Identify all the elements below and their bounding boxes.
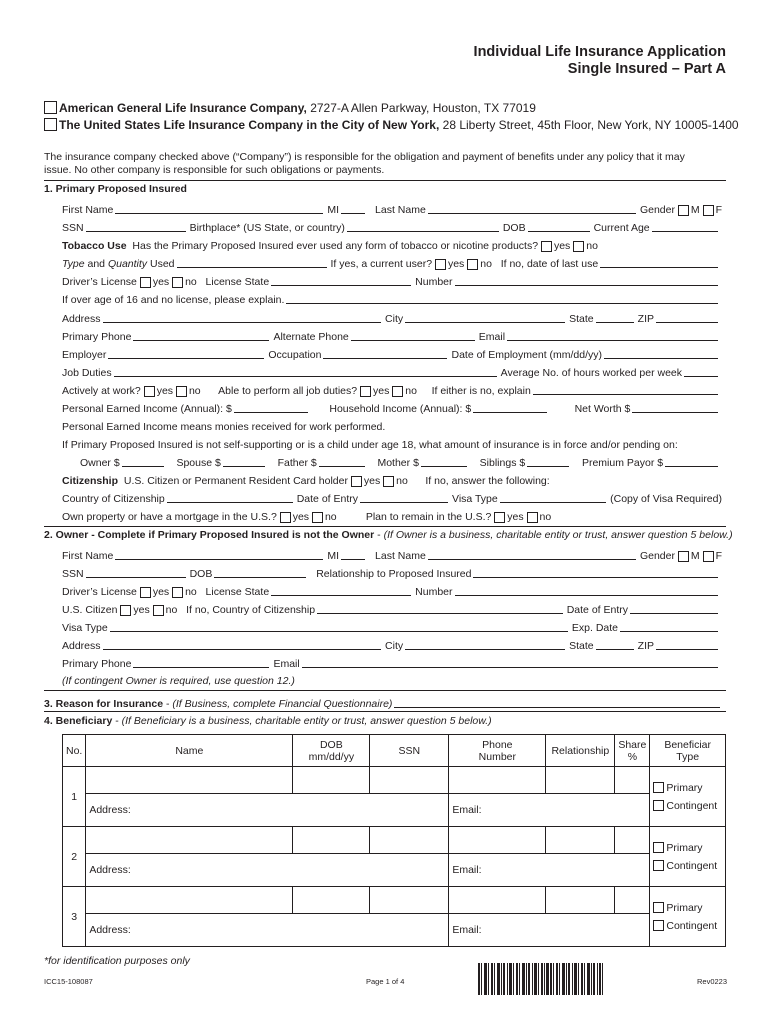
s2-contingent-note: (If contingent Owner is required, use question 12.) xyxy=(62,675,295,687)
hours-field[interactable] xyxy=(684,366,718,377)
s1-address-row: Address City State ZIP xyxy=(62,309,722,325)
spouse-amount-field[interactable] xyxy=(223,456,265,467)
address-field[interactable] xyxy=(103,312,382,323)
col-share: Share % xyxy=(615,735,650,767)
s1-ssn-row: SSN Birthplace* (US State, or country) DOB Current Age xyxy=(62,218,722,234)
s1-work-row: Actively at work? yes no Able to perform all job duties? yes no If either is no, explain xyxy=(62,381,722,397)
form-id: ICC15-108087 xyxy=(44,977,93,986)
primary-checkbox[interactable] xyxy=(653,842,664,853)
tobacco-type-field[interactable] xyxy=(177,257,327,268)
current-age-field[interactable] xyxy=(652,221,718,232)
type-cell: Primary Contingent xyxy=(650,767,726,827)
s2-visa-row: Visa Type Exp. Date xyxy=(62,618,722,634)
divider xyxy=(44,526,726,527)
company-name: The United States Life Insurance Company in the City of New York, xyxy=(59,118,440,132)
active-no-checkbox[interactable] xyxy=(176,386,187,397)
explain-field[interactable] xyxy=(533,384,718,395)
contingent-checkbox[interactable] xyxy=(653,800,664,811)
s1-property-row: Own property or have a mortgage in the U.S.? yes no Plan to remain in the U.S.? yes no xyxy=(62,511,552,523)
company-address: 28 Liberty Street, 45th Floor, New York, NY 10005-1400 xyxy=(442,118,739,132)
mother-amount-field[interactable] xyxy=(421,456,467,467)
last-use-date-field[interactable] xyxy=(600,257,718,268)
ssn-cell[interactable] xyxy=(370,887,449,914)
birthplace-field[interactable] xyxy=(347,221,499,232)
s1-citizenship-row: Citizenship U.S. Citizen or Permanent Resident Card holder yes no If no, answer the following: xyxy=(62,475,550,487)
page-number: Page 1 of 4 xyxy=(366,977,405,986)
email-cell[interactable]: Email: xyxy=(449,794,650,827)
divider xyxy=(44,711,726,712)
company-option-agl[interactable] xyxy=(44,101,536,115)
contingent-checkbox[interactable] xyxy=(653,920,664,931)
zip-field[interactable] xyxy=(656,312,718,323)
s1-employer-row: Employer Occupation Date of Employment (mm/dd/yy) xyxy=(62,345,722,361)
owner-license-number-field[interactable] xyxy=(455,585,718,596)
checkbox[interactable] xyxy=(44,118,57,131)
license-yes-checkbox[interactable] xyxy=(140,277,151,288)
s2-ssn-row: SSN DOB Relationship to Proposed Insured xyxy=(62,564,722,580)
col-no: No. xyxy=(63,735,86,767)
col-phone: Phone Number xyxy=(449,735,546,767)
primary-checkbox[interactable] xyxy=(653,782,664,793)
email-cell[interactable]: Email: xyxy=(449,914,650,947)
household-income-field[interactable] xyxy=(473,402,547,413)
s2-phone-row: Primary Phone Email xyxy=(62,654,722,670)
current-user-yes-checkbox[interactable] xyxy=(435,259,446,270)
share-cell[interactable] xyxy=(615,887,650,914)
employment-date-field[interactable] xyxy=(604,348,718,359)
owner-zip-field[interactable] xyxy=(656,639,718,650)
table-header-row xyxy=(63,735,726,767)
owner-state-field[interactable] xyxy=(596,639,634,650)
s2-citizen-row: U.S. Citizen yes no If no, Country of Citizenship Date of Entry xyxy=(62,600,722,616)
phone-cell[interactable] xyxy=(449,767,546,794)
footnote: *for identification purposes only xyxy=(44,955,190,967)
email-cell[interactable]: Email: xyxy=(449,854,650,887)
visa-type-field[interactable] xyxy=(500,492,606,503)
gender-m-checkbox[interactable] xyxy=(678,205,689,216)
address-cell[interactable]: Address: xyxy=(86,854,449,887)
type-cell: Primary Contingent xyxy=(650,887,726,947)
no-license-explain-field[interactable] xyxy=(286,293,718,304)
owner-country-field[interactable] xyxy=(317,603,563,614)
type-cell: Primary Contingent xyxy=(650,827,726,887)
address-cell[interactable]: Address: xyxy=(86,914,449,947)
employer-field[interactable] xyxy=(108,348,264,359)
table-row xyxy=(63,914,726,947)
active-yes-checkbox[interactable] xyxy=(144,386,155,397)
share-cell[interactable] xyxy=(615,827,650,854)
owner-dob-field[interactable] xyxy=(214,567,306,578)
license-no-checkbox[interactable] xyxy=(172,277,183,288)
ssn-field[interactable] xyxy=(86,221,186,232)
divider xyxy=(44,690,726,691)
property-yes-checkbox[interactable] xyxy=(280,512,291,523)
table-row xyxy=(63,794,726,827)
relationship-cell[interactable] xyxy=(546,827,615,854)
checkbox[interactable] xyxy=(44,101,57,114)
col-ssn: SSN xyxy=(370,735,449,767)
table-row xyxy=(63,767,726,794)
col-type: Beneficiar Type xyxy=(650,735,726,767)
tobacco-no-checkbox[interactable] xyxy=(573,241,584,252)
table-row xyxy=(63,854,726,887)
dob-cell[interactable] xyxy=(293,827,370,854)
divider xyxy=(44,180,726,181)
company-name: American General Life Insurance Company, xyxy=(59,101,307,115)
owner-relationship-field[interactable] xyxy=(473,567,718,578)
barcode-icon xyxy=(478,963,603,995)
owner-last-name-field[interactable] xyxy=(428,549,636,560)
row-number: 1 xyxy=(63,767,86,827)
owner-exp-date-field[interactable] xyxy=(620,621,718,632)
father-amount-field[interactable] xyxy=(319,456,365,467)
owner-first-name-field[interactable] xyxy=(115,549,323,560)
primary-phone-field[interactable] xyxy=(133,330,269,341)
job-duties-field[interactable] xyxy=(114,366,497,377)
dob-cell[interactable] xyxy=(293,887,370,914)
email-field[interactable] xyxy=(507,330,718,341)
intro-line2: issue. No other company is responsible for such obligations or payments. xyxy=(44,164,385,176)
current-user-no-checkbox[interactable] xyxy=(467,259,478,270)
col-name: Name xyxy=(86,735,293,767)
table-row xyxy=(63,887,726,914)
form-subtitle: Single Insured – Part A xyxy=(567,61,726,77)
property-no-checkbox[interactable] xyxy=(312,512,323,523)
primary-checkbox[interactable] xyxy=(653,902,664,913)
owner-city-field[interactable] xyxy=(405,639,565,650)
owner-gender-f-checkbox[interactable] xyxy=(703,551,714,562)
col-relationship: Relationship xyxy=(546,735,615,767)
gender-f-checkbox[interactable] xyxy=(703,205,714,216)
ssn-cell[interactable] xyxy=(370,767,449,794)
section4-heading: 4. Beneficiary - (If Beneficiary is a business, charitable entity or trust, answer question 5 below.) xyxy=(44,715,492,727)
mi-field[interactable] xyxy=(341,203,365,214)
name-cell[interactable] xyxy=(86,887,293,914)
s1-type-row: Type and Quantity Used If yes, a current user? yes no If no, date of last use xyxy=(62,254,722,270)
entry-date-field[interactable] xyxy=(360,492,448,503)
citizen-no-checkbox[interactable] xyxy=(383,476,394,487)
siblings-amount-field[interactable] xyxy=(527,456,569,467)
alternate-phone-field[interactable] xyxy=(351,330,475,341)
s1-over16-row: If over age of 16 and no license, please explain. xyxy=(62,290,722,306)
country-field[interactable] xyxy=(167,492,293,503)
s1-not-self-supporting: If Primary Proposed Insured is not self-supporting or is a child under age 18, what amount of insurance is in force and/or pending on: xyxy=(62,439,678,451)
net-worth-field[interactable] xyxy=(632,402,718,413)
section3-row: 3. Reason for Insurance - (If Business, complete Financial Questionnaire) xyxy=(44,694,724,710)
remain-no-checkbox[interactable] xyxy=(527,512,538,523)
tobacco-yes-checkbox[interactable] xyxy=(541,241,552,252)
citizen-yes-checkbox[interactable] xyxy=(351,476,362,487)
row-number: 2 xyxy=(63,827,86,887)
row-number: 3 xyxy=(63,887,86,947)
revision: Rev0223 xyxy=(697,977,728,986)
phone-cell[interactable] xyxy=(449,887,546,914)
company-option-usl[interactable] xyxy=(44,118,739,132)
personal-income-field[interactable] xyxy=(234,402,308,413)
last-name-field[interactable] xyxy=(428,203,636,214)
beneficiary-table xyxy=(62,734,726,947)
license-number-field[interactable] xyxy=(455,275,718,286)
s1-tobacco-row: Tobacco Use Has the Primary Proposed Insured ever used any form of tobacco or nicotine products? yes no xyxy=(62,240,598,252)
table-row xyxy=(63,827,726,854)
s1-license-row: Driver’s License yes no License State Number xyxy=(62,272,722,288)
intro-line1: The insurance company checked above (“Company”) is responsible for the obligation and payment of benefits under any policy that it may xyxy=(44,151,685,163)
section2-heading: 2. Owner - Complete if Primary Proposed Insured is not the Owner - (If Owner is a business, charitable entity or trust, answer question 5 below.) xyxy=(44,529,733,541)
payor-amount-field[interactable] xyxy=(665,456,718,467)
address-cell[interactable]: Address: xyxy=(86,794,449,827)
s1-phone-row: Primary Phone Alternate Phone Email xyxy=(62,327,722,343)
city-field[interactable] xyxy=(405,312,565,323)
owner-citizen-yes-checkbox[interactable] xyxy=(120,605,131,616)
owner-citizen-no-checkbox[interactable] xyxy=(153,605,164,616)
name-cell[interactable] xyxy=(86,827,293,854)
license-state-field[interactable] xyxy=(271,275,411,286)
owner-visa-type-field[interactable] xyxy=(110,621,568,632)
name-cell[interactable] xyxy=(86,767,293,794)
owner-email-field[interactable] xyxy=(302,657,718,668)
owner-ssn-field[interactable] xyxy=(86,567,186,578)
s1-income-row: Personal Earned Income (Annual): $ Household Income (Annual): $ Net Worth $ xyxy=(62,399,722,415)
able-yes-checkbox[interactable] xyxy=(360,386,371,397)
phone-cell[interactable] xyxy=(449,827,546,854)
s1-job-row: Job Duties Average No. of hours worked per week xyxy=(62,363,722,379)
dob-cell[interactable] xyxy=(293,767,370,794)
s1-income-def: Personal Earned Income means monies received for work performed. xyxy=(62,421,386,433)
owner-phone-field[interactable] xyxy=(133,657,269,668)
s1-country-row: Country of Citizenship Date of Entry Visa Type (Copy of Visa Required) xyxy=(62,493,722,505)
able-no-checkbox[interactable] xyxy=(392,386,403,397)
occupation-field[interactable] xyxy=(323,348,447,359)
share-cell[interactable] xyxy=(615,767,650,794)
form-title: Individual Life Insurance Application xyxy=(473,44,726,60)
first-name-field[interactable] xyxy=(115,203,323,214)
owner-amount-field[interactable] xyxy=(122,456,164,467)
s2-name-row: First Name MI Last Name Gender M F xyxy=(62,550,722,562)
s2-address-row: Address City State ZIP xyxy=(62,636,722,652)
owner-gender-m-checkbox[interactable] xyxy=(678,551,689,562)
col-dob: DOB mm/dd/yy xyxy=(293,735,370,767)
company-address: 2727-A Allen Parkway, Houston, TX 77019 xyxy=(310,101,536,115)
owner-address-field[interactable] xyxy=(103,639,382,650)
relationship-cell[interactable] xyxy=(546,887,615,914)
owner-mi-field[interactable] xyxy=(341,549,365,560)
owner-license-state-field[interactable] xyxy=(271,585,411,596)
s1-amounts-row: Owner $ Spouse $ Father $ Mother $ Siblings $ Premium Payor $ xyxy=(80,453,722,469)
contingent-checkbox[interactable] xyxy=(653,860,664,871)
ssn-cell[interactable] xyxy=(370,827,449,854)
owner-license-no-checkbox[interactable] xyxy=(172,587,183,598)
owner-license-yes-checkbox[interactable] xyxy=(140,587,151,598)
dob-field[interactable] xyxy=(528,221,590,232)
s2-license-row: Driver’s License yes no License State Number xyxy=(62,582,722,598)
owner-entry-date-field[interactable] xyxy=(630,603,718,614)
section1-heading: 1. Primary Proposed Insured xyxy=(44,183,187,195)
reason-field[interactable] xyxy=(394,697,720,708)
relationship-cell[interactable] xyxy=(546,767,615,794)
s1-name-row: First Name MI Last Name Gender M F xyxy=(62,204,722,216)
remain-yes-checkbox[interactable] xyxy=(494,512,505,523)
state-field[interactable] xyxy=(596,312,634,323)
